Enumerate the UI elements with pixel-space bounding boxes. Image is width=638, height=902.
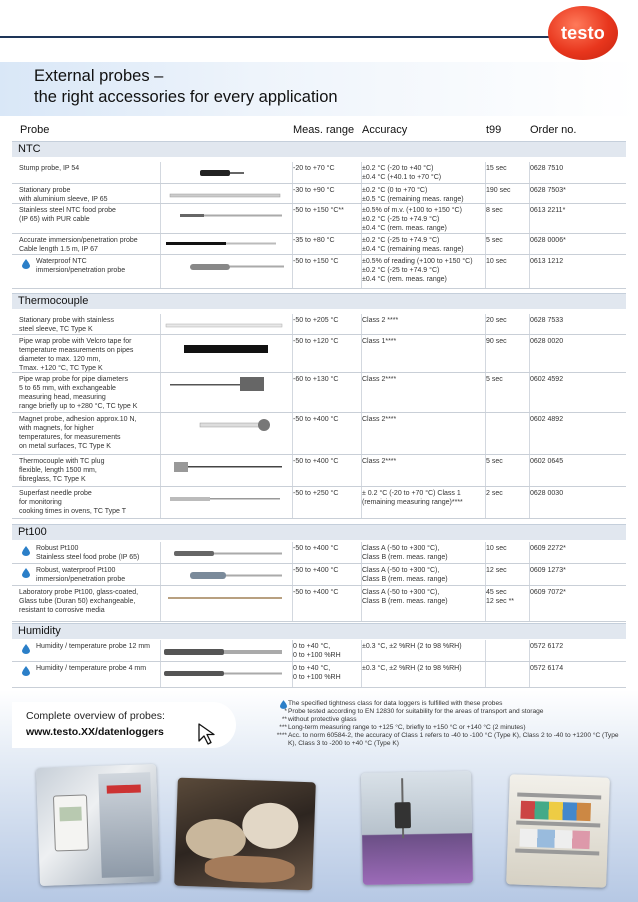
accuracy: ± 0.2 °C (-20 to +70 °C) Class 1 (remaining measuring range)**** — [362, 490, 463, 506]
probe-image — [160, 566, 288, 584]
table-row — [12, 564, 626, 586]
title-banner — [0, 62, 638, 116]
header-rule — [0, 36, 560, 38]
waterproof-drop-icon — [22, 546, 30, 556]
measurement-range: -50 to +250 °C — [293, 490, 339, 497]
footnote-text: Acc. to norm 60584-2, the accuracy of Class 1 refers to -40 to -100 °C (Type K), Class 2 to -40 to +1200 °C (Type K), Class 3 to -200 to +40 °C (Type K) — [288, 732, 619, 747]
table-row — [12, 487, 626, 519]
section-title: Humidity — [18, 625, 61, 637]
t99-value: 20 sec — [486, 317, 507, 324]
probe-description: Laboratory probe Pt100, glass-coated, Glass tube (Duran 50) exchangeable, resistant to corrosive media — [19, 589, 139, 614]
table-row — [12, 314, 626, 335]
accuracy: ±0.3 °C, ±2 %RH (2 to 98 %RH) — [362, 643, 462, 650]
t99-value: 5 sec — [486, 376, 503, 383]
table-row — [12, 335, 626, 373]
probe-image — [160, 489, 288, 507]
measurement-range: 0 to +40 °C, 0 to +100 %RH — [293, 643, 341, 659]
measurement-range: -50 to +205 °C — [293, 317, 339, 324]
probe-description: Robust Pt100 Stainless steel food probe (IP 65) — [36, 545, 140, 561]
t99-value: 2 sec — [486, 490, 503, 497]
accuracy: ±0.3 °C, ±2 %RH (2 to 98 %RH) — [362, 665, 462, 672]
probe-description: Accurate immersion/penetration probe Cable length 1.5 m, IP 67 — [19, 237, 138, 253]
measurement-range: -50 to +400 °C — [293, 589, 339, 596]
t99-value: 12 sec — [486, 567, 507, 574]
order-number: 0628 7533 — [530, 317, 564, 324]
order-number: 0609 2272* — [530, 545, 566, 552]
footnote-mark: *** — [279, 724, 287, 731]
order-number: 0602 4892 — [530, 416, 564, 423]
probe-description: Stump probe, IP 54 — [19, 165, 80, 172]
table-row — [12, 586, 626, 622]
photo-food-display — [174, 778, 316, 891]
cursor-icon — [196, 722, 220, 746]
order-number: 0628 0020 — [530, 338, 564, 345]
measurement-range: -50 to +150 °C** — [293, 207, 344, 214]
probe-image — [160, 337, 288, 355]
accuracy: Class 2**** — [362, 416, 397, 423]
order-number: 0628 7503* — [530, 187, 566, 194]
t99-value: 5 sec — [486, 237, 503, 244]
probe-image — [160, 664, 288, 682]
probe-description: Thermocouple with TC plug flexible, length 1500 mm, fibreglass, TC Type K — [19, 458, 105, 483]
measurement-range: -35 to +80 °C — [293, 237, 335, 244]
table-row — [12, 184, 626, 204]
probe-image — [160, 186, 288, 204]
accuracy: Class 2**** — [362, 376, 397, 383]
order-number: 0609 1273* — [530, 567, 566, 574]
testo-logo[interactable]: testo — [548, 6, 618, 60]
footnote — [276, 724, 626, 732]
footnote-text: The specified tightness class for data loggers is fulfilled with these probes — [288, 700, 503, 707]
t99-value: 10 sec — [486, 545, 507, 552]
order-number: 0609 7072* — [530, 589, 566, 596]
t99-value: 45 sec 12 sec ** — [486, 589, 515, 605]
table-row — [12, 662, 626, 688]
order-number: 0628 7510 — [530, 165, 564, 172]
t99-value: 8 sec — [486, 207, 503, 214]
col-range: Meas. range — [293, 124, 355, 136]
footnote — [276, 708, 626, 716]
waterproof-drop-icon — [22, 259, 30, 269]
accuracy: ±0.2 °C (0 to +70 °C) ±0.5 °C (remaining meas. range) — [362, 187, 464, 203]
footnote — [276, 732, 626, 748]
col-order: Order no. — [530, 124, 577, 136]
probe-description: Superfast needle probe for monitoring cooking times in ovens, TC Type T — [19, 490, 126, 515]
accuracy: ±0.2 °C (-20 to +40 °C) ±0.4 °C (+40.1 to +70 °C) — [362, 165, 442, 181]
table-row — [12, 542, 626, 564]
order-number: 0613 2211* — [530, 207, 566, 214]
probe-description: Humidity / temperature probe 4 mm — [36, 665, 147, 672]
probe-image — [160, 588, 288, 606]
order-number: 0628 0030 — [530, 490, 564, 497]
probe-description: Magnet probe, adhesion approx.10 N, with magnets, for higher temperatures, for measurements on metal surfaces, TC Type K — [19, 416, 137, 450]
col-t99: t99 — [486, 124, 502, 136]
section-humidity — [12, 623, 626, 639]
photo-cold-room — [36, 764, 160, 886]
footnotes — [276, 700, 626, 748]
order-number: 0602 4592 — [530, 376, 564, 383]
probe-description: Humidity / temperature probe 12 mm — [36, 643, 150, 650]
probe-image — [160, 544, 288, 562]
accuracy: Class 2**** — [362, 458, 397, 465]
accuracy: Class A (-50 to +300 °C), Class B (rem. meas. range) — [362, 545, 448, 561]
measurement-range: -30 to +90 °C — [293, 187, 335, 194]
footnote-text: Probe tested according to EN 12830 for suitability for the areas of transport and storage — [288, 708, 544, 715]
table-row — [12, 413, 626, 455]
probe-description: Pipe wrap probe for pipe diameters 5 to 65 mm, with exchangeable measuring head, measuring range briefly up to +280 °C, TC type K — [19, 376, 138, 410]
probe-image — [160, 316, 288, 334]
footnote-text: Long-term measuring range to +125 °C, briefly to +150 °C or +140 °C (2 minutes) — [288, 724, 526, 731]
probe-description: Stainless steel NTC food probe (IP 65) with PUR cable — [19, 207, 116, 223]
waterproof-drop-icon — [22, 644, 30, 654]
col-accuracy: Accuracy — [362, 124, 408, 136]
accuracy: ±0.2 °C (-25 to +74.9 °C) ±0.4 °C (remaining meas. range) — [362, 237, 464, 253]
footnote — [276, 700, 626, 708]
table-row — [12, 204, 626, 234]
footnote-mark: ** — [281, 716, 287, 723]
probe-image — [160, 257, 288, 275]
accuracy: ±0.5% of m.v. (+100 to +150 °C) ±0.2 °C (-25 to +74.9 °C) ±0.4 °C (rem. meas. range) — [362, 207, 462, 232]
probe-description: Waterproof NTC immersion/penetration probe — [36, 258, 126, 274]
table-row — [12, 640, 626, 662]
section-pt100 — [12, 524, 626, 540]
accuracy: Class A (-50 to +300 °C), Class B (rem. meas. range) — [362, 567, 448, 583]
order-number: 0572 6172 — [530, 643, 564, 650]
accuracy: Class 2 **** — [362, 317, 399, 324]
measurement-range: -60 to +130 °C — [293, 376, 339, 383]
accuracy: Class A (-50 to +300 °C), Class B (rem. meas. range) — [362, 589, 448, 605]
measurement-range: -50 to +120 °C — [293, 338, 339, 345]
footnote-mark: **** — [276, 732, 287, 739]
measurement-range: 0 to +40 °C, 0 to +100 %RH — [293, 665, 341, 681]
probe-description: Stationary probe with stainless steel sleeve, TC Type K — [19, 317, 114, 333]
probe-description: Robust, waterproof Pt100 immersion/penetration probe — [36, 567, 126, 583]
photo-greenhouse — [361, 771, 473, 885]
order-number: 0572 6174 — [530, 665, 564, 672]
overview-label: Complete overview of probes: — [26, 710, 165, 722]
probe-image — [160, 164, 288, 182]
accuracy: ±0.5% of reading (+100 to +150 °C) ±0.2 °C (-25 to +74.9 °C) ±0.4 °C (rem. meas. range) — [362, 258, 473, 283]
section-ntc — [12, 141, 626, 157]
order-number: 0628 0006* — [530, 237, 566, 244]
footnote-text: without protective glass — [288, 716, 357, 723]
t99-value: 90 sec — [486, 338, 507, 345]
waterproof-drop-icon — [22, 568, 30, 578]
probe-image — [160, 457, 288, 475]
probe-image — [160, 415, 288, 433]
overview-link[interactable]: www.testo.XX/datenloggers — [26, 726, 164, 738]
header-bar — [0, 0, 638, 62]
measurement-range: -50 to +400 °C — [293, 545, 339, 552]
t99-value: 10 sec — [486, 258, 507, 265]
probe-image — [160, 206, 288, 224]
measurement-range: -20 to +70 °C — [293, 165, 335, 172]
photo-fridge-shelves — [506, 774, 610, 887]
t99-value: 5 sec — [486, 458, 503, 465]
probe-image — [160, 642, 288, 660]
probe-description: Stationary probe with aluminium sleeve, IP 65 — [19, 187, 108, 203]
measurement-range: -50 to +400 °C — [293, 458, 339, 465]
table-row — [12, 455, 626, 487]
measurement-range: -50 to +400 °C — [293, 567, 339, 574]
table-header — [0, 122, 638, 140]
probe-image — [160, 375, 288, 393]
order-number: 0613 1212 — [530, 258, 564, 265]
table-row — [12, 373, 626, 413]
t99-value: 15 sec — [486, 165, 507, 172]
section-title: Pt100 — [18, 526, 47, 538]
table-row — [12, 162, 626, 184]
section-title: NTC — [18, 143, 41, 155]
measurement-range: -50 to +150 °C — [293, 258, 339, 265]
probe-image — [160, 236, 288, 254]
table-row — [12, 234, 626, 255]
page-title: External probes – the right accessories for every application — [34, 67, 338, 106]
col-probe: Probe — [20, 124, 50, 136]
accuracy: Class 1**** — [362, 338, 397, 345]
measurement-range: -50 to +400 °C — [293, 416, 339, 423]
t99-value: 190 sec — [486, 187, 511, 194]
probe-description: Pipe wrap probe with Velcro tape for temperature measurements on pipes diameter to max. 120 mm, Tmax. +120 °C, TC Type K — [19, 338, 134, 372]
waterproof-drop-icon — [22, 666, 30, 676]
section-thermocouple — [12, 293, 626, 309]
order-number: 0602 0645 — [530, 458, 564, 465]
footnote — [276, 716, 626, 724]
section-title: Thermocouple — [18, 295, 89, 307]
table-row — [12, 255, 626, 289]
footnote-mark: * — [284, 708, 287, 715]
